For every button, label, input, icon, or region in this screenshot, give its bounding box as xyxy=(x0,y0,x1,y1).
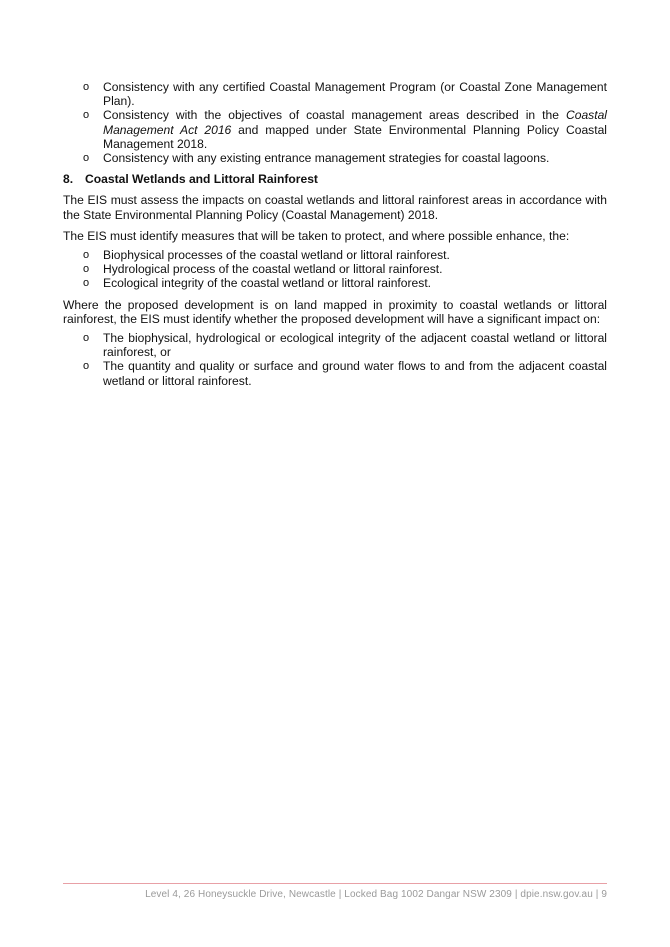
hollow-bullet-icon: o xyxy=(83,332,90,345)
coastal-management-consistency-list xyxy=(63,80,607,165)
list-item xyxy=(63,151,607,165)
list-item xyxy=(63,331,607,359)
list-item xyxy=(63,359,607,387)
paragraph-assess-impacts: The EIS must assess the impacts on coastal wetlands and littoral rainforest areas in accordance with the State Environmental Planning Policy (Coastal Management) 2018. xyxy=(63,193,607,222)
significant-impact-list xyxy=(63,331,607,388)
list-item-text: The biophysical, hydrological or ecological integrity of the adjacent coastal wetland or littoral rainforest, or xyxy=(103,331,607,360)
list-item-text: Consistency with any certified Coastal Management Program (or Coastal Zone Management Plan). xyxy=(103,80,607,109)
list-item-text-start: Consistency with the objectives of coastal management areas described in the xyxy=(103,108,566,123)
list-item-text: The quantity and quality or surface and ground water flows to and from the adjacent coastal wetland or littoral rainforest. xyxy=(103,359,607,388)
list-item-text: Biophysical processes of the coastal wetland or littoral rainforest. xyxy=(103,248,450,263)
paragraph-significant-impact: Where the proposed development is on land mapped in proximity to coastal wetlands or littoral rainforest, the EIS must identify whether the proposed development will have a significant impact on: xyxy=(63,297,607,326)
hollow-bullet-icon: o xyxy=(83,81,90,93)
section-number: 8. xyxy=(63,172,74,187)
list-item-text: Hydrological process of the coastal wetland or littoral rainforest. xyxy=(103,262,443,277)
list-item xyxy=(63,262,607,276)
page-content xyxy=(63,80,607,388)
list-item xyxy=(63,248,607,262)
section-heading xyxy=(63,172,607,186)
section-title: Coastal Wetlands and Littoral Rainforest xyxy=(85,172,318,187)
protection-measures-list xyxy=(63,248,607,291)
list-item-text: Consistency with any existing entrance management strategies for coastal lagoons. xyxy=(103,151,550,166)
list-item-text: Ecological integrity of the coastal wetland or littoral rainforest. xyxy=(103,276,432,291)
page-footer: Level 4, 26 Honeysuckle Drive, Newcastle | Locked Bag 1002 Dangar NSW 2309 | dpie.nsw.gov.au | 9 xyxy=(145,889,607,900)
list-item-text-end: and mapped under State Environmental Planning Policy Coastal Management 2018. xyxy=(103,122,607,151)
hollow-bullet-icon: o xyxy=(83,277,90,290)
hollow-bullet-icon: o xyxy=(83,249,90,262)
list-item xyxy=(63,108,607,151)
hollow-bullet-icon: o xyxy=(83,263,90,276)
hollow-bullet-icon: o xyxy=(83,152,90,165)
list-item xyxy=(63,276,607,290)
hollow-bullet-icon: o xyxy=(83,360,90,373)
hollow-bullet-icon: o xyxy=(83,109,90,122)
footer-divider xyxy=(63,883,607,884)
act-title: Coastal Management Act 2016 xyxy=(103,108,607,137)
paragraph-identify-measures: The EIS must identify measures that will be taken to protect, and where possible enhance, the: xyxy=(63,228,570,243)
list-item xyxy=(63,80,607,108)
